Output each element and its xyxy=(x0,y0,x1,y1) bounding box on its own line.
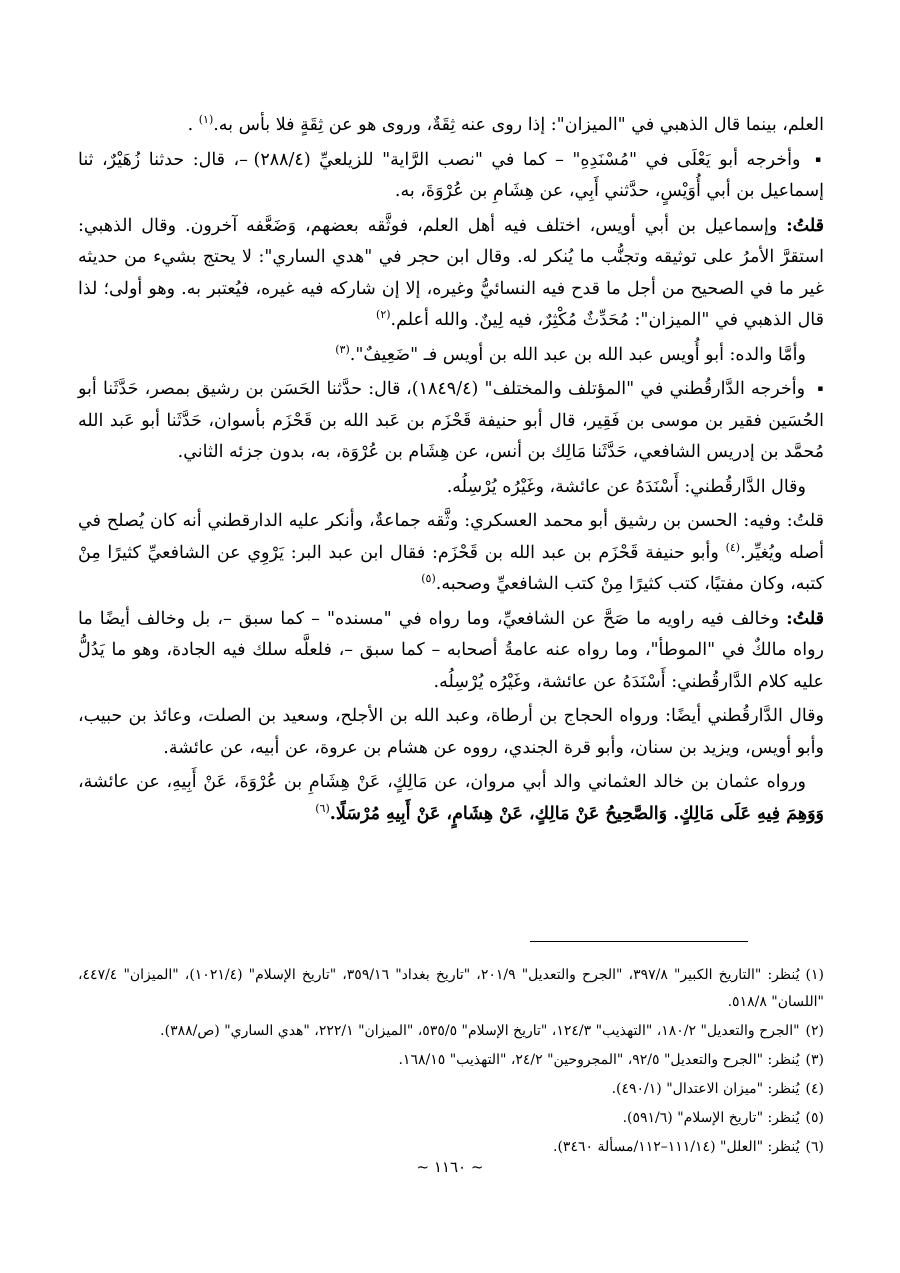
footnote-item xyxy=(78,1076,824,1103)
paragraph xyxy=(78,506,824,601)
footnote-ref[interactable]: (٢) xyxy=(376,308,391,322)
paragraph xyxy=(78,145,824,208)
paragraph-text: وخالف فيه راويه ما صَحَّ عن الشافعيِّ، وما رواه في "مسنده" – كما سبق –، بل وخالف أيضًا ما رواه مالكٌ في "الموطأ"، وما رواه عنه عامةُ أصحابه – كما سبق –، فلعلَّه سلك فيه الجادة، وهو ما يَدُلُّ عليه كلام الدَّارقُطني: أَسْنَدَهُ عن عائشة، وغَيْرُه يُرْسِلُه. xyxy=(78,608,824,692)
footnote-number: (١) xyxy=(805,967,824,983)
footnote-ref[interactable]: (١) xyxy=(198,113,214,127)
footnote-text: يُنظر: "التاريخ الكبير" ٣٩٧/٨، "الجرح والتعديل" ٢٠١/٩، "تاريخ بغداد" ٣٥٩/١٦، "تاريخ الإسلام" (١٠٢١/٤)، "الميزان" ٤٤٧/٤، "اللسان" ٥١٨/٨. xyxy=(78,967,824,1010)
paragraph-text: وأمَّا والده: أبو أُويس عبد الله بن عبد الله بن أويس فـ "ضَعِيفٌ". xyxy=(349,344,806,365)
footnote-text: "الجرح والتعديل" ١٨٠/٢، "التهذيب" ١٢٤/٣، "تاريخ الإسلام" ٥٣٥/٥، "الميزان" ٢٢٢/١، "هدي الساري" (ص/٣٨٨). xyxy=(160,1023,800,1039)
footnote-text: يُنظر: "العلل" (١١١/١٤–١١٢/مسألة ٣٤٦٠). xyxy=(553,1139,800,1155)
emphasized-text: وَوَهِمَ فِيهِ عَلَى مَالِكٍ. وَالصَّحِيحُ عَنْ مَالِكٍ، عَنْ هِشَامٍ، عَنْ أَبِيهِ مُرْسَلًا. xyxy=(329,803,824,824)
footnote-number: (٥) xyxy=(805,1110,824,1126)
footnotes xyxy=(78,962,824,1163)
bullet-icon: ▪ xyxy=(817,384,824,394)
sentence-end: . xyxy=(187,115,194,135)
bullet-icon: ▪ xyxy=(814,154,824,165)
paragraph xyxy=(78,604,824,699)
paragraph xyxy=(78,767,824,830)
paragraph-text: العلم، بينما قال الذهبي في "الميزان": إذا روى عنه ثِقَةٌ، وروى هو عن ثِقَةٍ فلا بأس به. xyxy=(213,115,824,135)
footnote-text: يُنظر: "الجرح والتعديل" ٩٢/٥، "المجروحين" ٢٤/٢، "التهذيب" ١٦٨/١٥. xyxy=(398,1052,800,1068)
paragraph-text: وأخرجه الدَّارقُطني في "المؤتلف والمختلف" (١٨٤٩/٤)، قال: حدَّثنا الحَسَن بن رشيق بمصر، حَدَّثَنا أبو الحُسَين فقير بن موسى بن فَقِير، قال أبو حنيفة قَحْزَم بن عَبد الله بن قَحْزَم بأسوان، حَدَّثَنا أبو عَبد الله مُحمَّد بن إدريس الشافعي، حَدَّثَنا مَالِك بن أنس، عن هِشَام بن عُرْوَة، به، بدون جزئه الثاني. xyxy=(78,379,824,462)
paragraph xyxy=(78,110,824,142)
footnote-number: (٤) xyxy=(805,1081,824,1097)
paragraph-text: وقال الدَّارقُطني: أَسْنَدَهُ عن عائشة، وغَيْرُه يُرْسِلُه. xyxy=(446,476,806,497)
qult-label: قلتُ: xyxy=(786,608,824,629)
footnote-item xyxy=(78,962,824,1016)
paragraph xyxy=(78,374,824,469)
footnote-text: يُنظر: "ميزان الاعتدال" (٤٩٠/١). xyxy=(611,1081,800,1097)
paragraph-text: قلتُ: وفيه: الحسن بن رشيق أبو محمد العسكري: وثَّقه جماعةٌ، وأنكر عليه الدارقطني أنه كان يُصلح في أصله ويُغيِّر. xyxy=(78,511,824,563)
paragraph-text: وأبو حنيفة قَحْزَم بن عبد الله بن قَحْزَم: فقال ابن عبد البر: يَرْوِي عن الشافعيِّ كثيرًا مِنْ كتبه، وكان مفتيًا، كتب كثيرًا مِنْ كتب الشافعيِّ وصحبه. xyxy=(78,542,824,594)
qult-label: قلتُ: xyxy=(786,215,824,236)
footnote-ref[interactable]: (٥) xyxy=(421,572,436,586)
footnote-number: (٢) xyxy=(805,1023,824,1039)
paragraph-text: وأخرجه أبو يَعْلَى في "مُسْنَدِهِ" – كما في "نصب الرَّاية" للزيلعيِّ (٢٨٨/٤) –، قال: حدثنا زُهَيْرٌ، ثنا إسماعيل بن أبي أُوَيْسٍ، حدَّثني أَبِي، عن هِشَامِ بن عُرْوَةَ، به. xyxy=(78,149,824,201)
paragraph-text: وإسماعيل بن أبي أويس، اختلف فيه أهل العلم، فوثَّقه بعضهم، وَضَعَّفه آخرون. وقال الذهبي: استقرَّ الأمرُ على توثيقه وتجنُّب ما يُنكر له. وقال ابن حجر في "هدي الساري": لا يحتج بشيء من حديثه غير ما في الصحيح من أجل ما قدح فيه النسائيُّ وغيره، إلا إن شاركه فيه غيره، فيُعتبر به. وهو أولى؛ لذا قال الذهبي في "الميزان": مُحَدِّثٌ مُكْثِرٌ، فيه لِينٌ. والله أعلم. xyxy=(78,215,824,330)
footnote-ref[interactable]: (٦) xyxy=(315,801,330,815)
footnote-number: (٣) xyxy=(805,1052,824,1068)
page-number: ~ ١١٦٠ ~ xyxy=(416,1158,484,1176)
paragraph xyxy=(78,701,824,764)
footnote-item xyxy=(78,1105,824,1132)
paragraph xyxy=(78,472,824,504)
footnote-text: يُنظر: "تاريخ الإسلام" (٥٩١/٦). xyxy=(622,1110,800,1126)
footnote-separator xyxy=(530,941,748,942)
paragraph-text: ورواه عثمان بن خالد العثماني والد أبي مروان، عن مَالِكٍ، عَنْ هِشَامِ بن عُرْوَةَ، عَنْ أَبِيهِ، عن عائشة، xyxy=(78,772,806,792)
footnote-item xyxy=(78,1018,824,1045)
main-text xyxy=(78,110,824,833)
footnote-ref[interactable]: (٤) xyxy=(725,540,741,554)
footnote-ref[interactable]: (٣) xyxy=(335,342,350,356)
footnote-item xyxy=(78,1047,824,1074)
paragraph-text: وقال الدَّارقُطني أيضًا: ورواه الحجاج بن أرطاة، وعبد الله بن الأجلح، وسعيد بن الصلت، وعائذ بن حبيب، وأبو أويس، ويزيد بن سنان، وأبو قرة الجندي، رووه عن هشام بن عروة، عن أبيه، عن عائشة. xyxy=(78,706,824,758)
paragraph xyxy=(78,211,824,337)
paragraph xyxy=(78,340,824,372)
footnote-item xyxy=(78,1134,824,1161)
footnote-number: (٦) xyxy=(805,1139,824,1155)
